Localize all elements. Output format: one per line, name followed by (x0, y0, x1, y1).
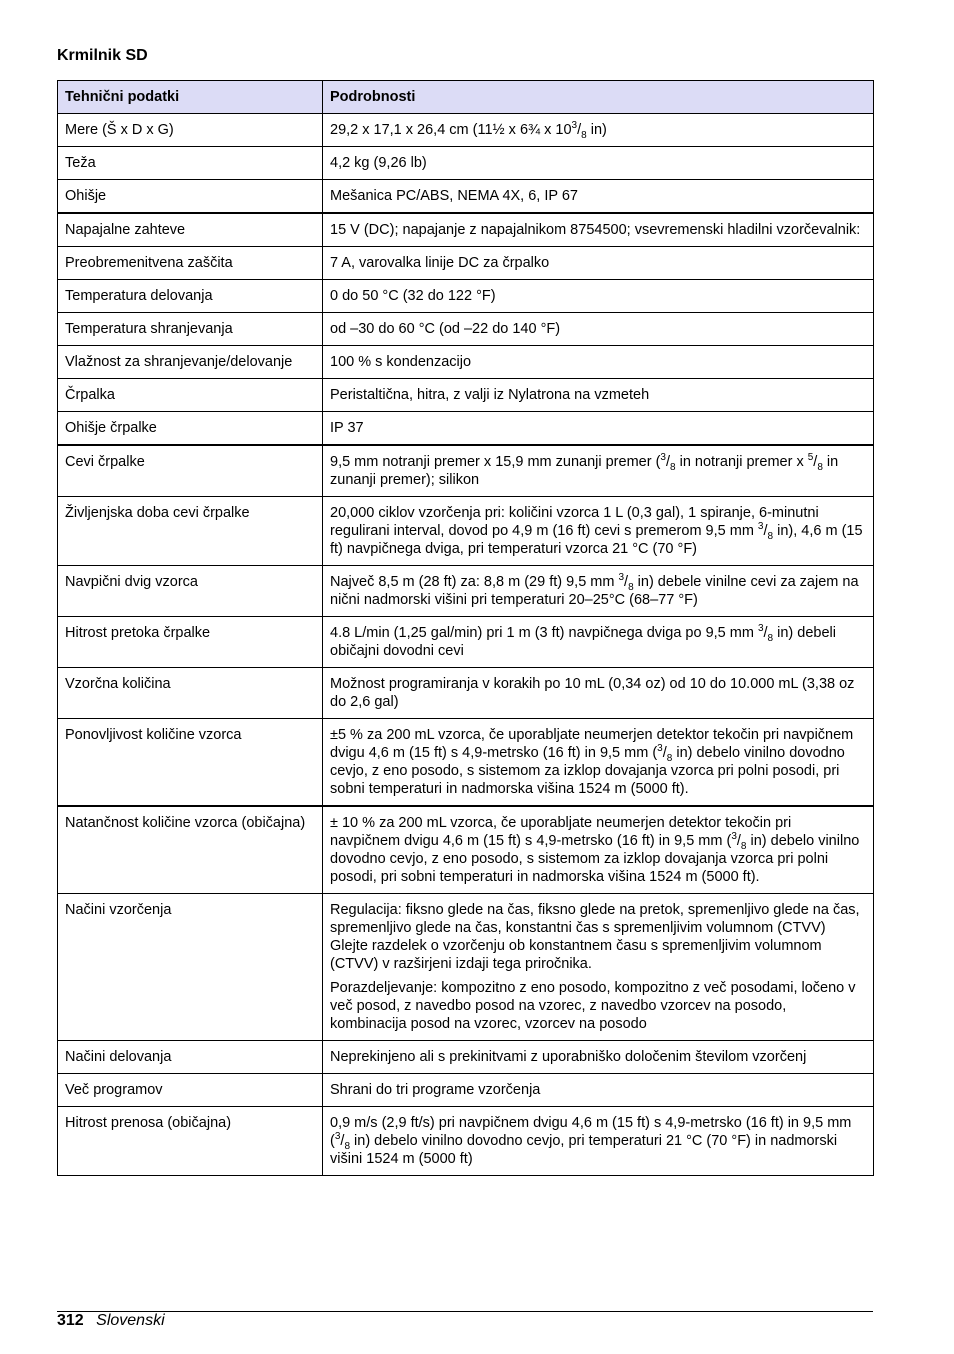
row-value: 7 A, varovalka linije DC za črpalko (323, 247, 874, 280)
row-label: Teža (58, 147, 323, 180)
table-row (58, 346, 874, 379)
row-label: Vlažnost za shranjevanje/delovanje (58, 346, 323, 379)
row-label: Več programov (58, 1074, 323, 1107)
table-row (58, 247, 874, 280)
row-value: ± 10 % za 200 mL vzorca, če uporabljate neumerjen detektor tekočin pri navpičnem dvigu 4,6 m (15 ft) s 4,9-metrsko (16 ft) in 9,5 mm ($^3/_8$ in) debelo vinilno dovodno cevjo, z eno posodo, s sistemom za izklop dovajanja vzorca pri polni posodi, pri sobni temperaturi in nadmorska višina 1524 m (5000 ft). (323, 806, 874, 894)
table-row (58, 379, 874, 412)
table-row (58, 617, 874, 668)
row-label: Temperatura delovanja (58, 280, 323, 313)
table-row (58, 313, 874, 346)
table-row (58, 1041, 874, 1074)
page-footer (57, 1312, 165, 1330)
section-title: Krmilnik SD (57, 47, 148, 64)
table-row (58, 180, 874, 214)
table-row (58, 114, 874, 147)
row-value: ±5 % za 200 mL vzorca, če uporabljate neumerjen detektor tekočin pri navpičnem dvigu 4,6 m (15 ft) s 4,9-metrsko (16 ft) in 9,5 mm ($^3/_8$ in) debelo vinilno dovodno cevjo, z eno posodo, s sistemom za izklop dovajanja vzorca pri polni posodi, pri sobni temperaturi in nadmorska višina 1524 m (5000 ft). (323, 719, 874, 807)
table-row (58, 412, 874, 446)
row-label: Cevi črpalke (58, 445, 323, 497)
row-label: Življenjska doba cevi črpalke (58, 497, 323, 566)
row-label: Temperatura shranjevanja (58, 313, 323, 346)
table-header-row (58, 81, 874, 114)
page-number: 312 (57, 1312, 84, 1329)
row-value: Največ 8,5 m (28 ft) za: 8,8 m (29 ft) 9,5 mm $^3/_8$ in) debele vinilne cevi za zajem na nični nadmorski višini pri temperaturi 20–25°C (68–77 °F) (323, 566, 874, 617)
row-label: Črpalka (58, 379, 323, 412)
row-value: Shrani do tri programe vzorčenja (323, 1074, 874, 1107)
column-header-details: Podrobnosti (323, 81, 874, 114)
row-label: Hitrost prenosa (običajna) (58, 1107, 323, 1176)
row-value: 20,000 ciklov vzorčenja pri: količini vzorca 1 L (0,3 gal), 1 spiranje, 6-minutni regulirani interval, dovod po 4,9 m (16 ft) cevi s premerom 9,5 mm $^3/_8$ in), 4,6 m (15 ft) navpičnega dviga, pri temperaturi vzorca 21 °C (70 °F) (323, 497, 874, 566)
row-label: Vzorčna količina (58, 668, 323, 719)
row-label: Mere (Š x D x G) (58, 114, 323, 147)
table-row (58, 1107, 874, 1176)
sampling-ctvv-note: Glejte razdelek o vzorčenju ob konstantnem času s spremenljivim volumnom (CTVV) v razširjeni izdaji tega priročnika. (330, 938, 822, 972)
row-label: Preobremenitvena zaščita (58, 247, 323, 280)
row-value: Peristaltična, hitra, z valji iz Nylatrona na vzmeteh (323, 379, 874, 412)
table-row (58, 806, 874, 894)
row-value: 4,2 kg (9,26 lb) (323, 147, 874, 180)
table-row (58, 280, 874, 313)
row-value: 15 V (DC); napajanje z napajalnikom 8754500; vsevremenski hladilni vzorčevalnik: (323, 213, 874, 247)
row-value: Mešanica PC/ABS, NEMA 4X, 6, IP 67 (323, 180, 874, 214)
row-value: IP 37 (323, 412, 874, 446)
table-row (58, 445, 874, 497)
row-value: od –30 do 60 °C (od –22 do 140 °F) (323, 313, 874, 346)
table-row (58, 566, 874, 617)
table-row (58, 894, 874, 1041)
row-label: Ohišje (58, 180, 323, 214)
table-row (58, 668, 874, 719)
table-row (58, 497, 874, 566)
table-row (58, 213, 874, 247)
sampling-regulation-text: Regulacija: fiksno glede na čas, fiksno glede na pretok, spremenljivo glede na čas, spremenljivo glede na čas, konstantni čas s spremenljivim volumnom (CTVV) (330, 902, 860, 936)
row-label: Napajalne zahteve (58, 213, 323, 247)
row-value: Možnost programiranja v korakih po 10 mL (0,34 oz) od 10 do 10.000 mL (3,38 oz do 2,6 gal) (323, 668, 874, 719)
row-value: 4.8 L/min (1,25 gal/min) pri 1 m (3 ft) navpičnega dviga po 9,5 mm $^3/_8$ in) debeli običajni dovodni cevi (323, 617, 874, 668)
row-value: 0,9 m/s (2,9 ft/s) pri navpičnem dvigu 4,6 m (15 ft) s 4,9-metrsko (16 ft) in 9,5 mm ($^3/_8$ in) debelo vinilno dovodno cevjo, pri temperaturi 21 °C (70 °F) in nadmorski višini 1524 m (5000 ft) (323, 1107, 874, 1176)
row-label: Navpični dvig vzorca (58, 566, 323, 617)
footer-language: Slovenski (96, 1312, 165, 1329)
row-label: Natančnost količine vzorca (običajna) (58, 806, 323, 894)
row-value: Neprekinjeno ali s prekinitvami z uporabniško določenim številom vzorčenj (323, 1041, 874, 1074)
row-label: Načini vzorčenja (58, 894, 323, 1041)
row-label: Ohišje črpalke (58, 412, 323, 446)
table-row (58, 147, 874, 180)
row-value (323, 894, 874, 1041)
row-value: 100 % s kondenzacijo (323, 346, 874, 379)
table-row (58, 719, 874, 807)
row-value: 9,5 mm notranji premer x 15,9 mm zunanji premer ($^3/_8$ in notranji premer x $^5/_8$ in zunanji premer); silikon (323, 445, 874, 497)
row-value: 0 do 50 °C (32 do 122 °F) (323, 280, 874, 313)
row-label: Ponovljivost količine vzorca (58, 719, 323, 807)
sampling-distribution-text: Porazdeljevanje: kompozitno z eno posodo, kompozitno z več posodami, ločeno v več posod, z navedbo posod na vzorec, z navedbo vzorcev na posodo, kombinacija posod na vzorec, vzorcev na posodo (330, 980, 856, 1032)
footer-divider (57, 1311, 873, 1312)
table-row (58, 1074, 874, 1107)
specifications-table (57, 80, 874, 1176)
row-value: 29,2 x 17,1 x 26,4 cm (11½ x 6¾ x $10^3/_8$ in) (323, 114, 874, 147)
row-label: Načini delovanja (58, 1041, 323, 1074)
column-header-technical-data: Tehnični podatki (58, 81, 323, 114)
row-label: Hitrost pretoka črpalke (58, 617, 323, 668)
